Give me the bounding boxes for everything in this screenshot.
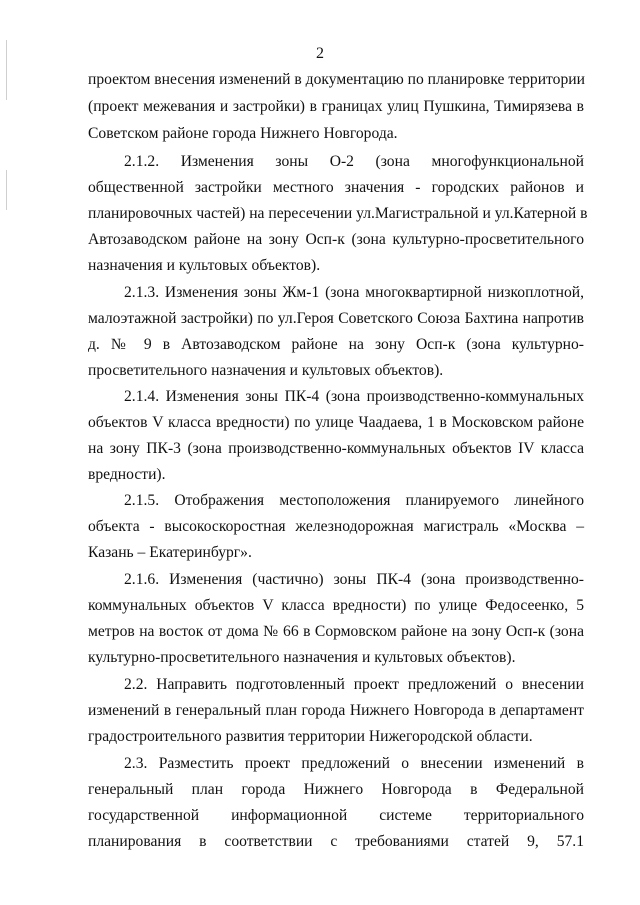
text-line: метров на восток от дома № 66 в Сормовском районе на зону Осп-к (зона	[88, 623, 584, 640]
text-line: изменений в генеральный план города Нижнего Новгорода в департамент	[88, 702, 584, 719]
text-line: генеральный план города Нижнего Новгорода в Федеральной	[88, 781, 584, 798]
text-line: 2.1.6. Изменения (частично) зоны ПК-4 (зона производственно-	[124, 571, 584, 588]
text-line: на зону ПК-3 (зона производственно-коммунальных объектов IV класса	[88, 440, 584, 457]
text-line: государственной информационной системе территориального	[88, 807, 584, 824]
text-line: градостроительного развития территории Нижегородской области.	[88, 728, 533, 745]
text-line: планировочных частей) на пересечении ул.Магистральной и ул.Катерной в	[88, 205, 588, 222]
text-line: Казань – Екатеринбург».	[88, 544, 252, 561]
text-line: малоэтажной застройки) по ул.Героя Советского Союза Бахтина напротив	[88, 310, 584, 327]
text-line: объектов V класса вредности) по улице Чаадаева, 1 в Московском районе	[88, 414, 584, 431]
text-line: общественной застройки местного значения - городских районов и	[88, 179, 584, 196]
text-line: просветительного назначения и культовых объектов).	[88, 362, 444, 379]
text-line: проектом внесения изменений в документацию по планировке территории	[88, 71, 585, 88]
text-line: 2.3. Разместить проект предложений о внесении изменений в	[124, 755, 584, 772]
text-line: 2.2. Направить подготовленный проект предложений о внесении	[124, 676, 584, 693]
text-line: (проект межевания и застройки) в границах улиц Пушкина, Тимирязева в	[88, 98, 584, 115]
text-line: 2.1.4. Изменения зоны ПК-4 (зона производственно-коммунальных	[124, 388, 584, 405]
text-line: 2.1.3. Изменения зоны Жм-1 (зона многоквартирной низкоплотной,	[124, 284, 584, 301]
text-line: Автозаводском районе на зону Осп-к (зона культурно-просветительного	[88, 231, 584, 248]
text-line: д. № 9 в Автозаводском районе на зону Осп-к (зона культурно-	[88, 336, 584, 353]
text-line: объекта - высокоскоростная железнодорожная магистраль «Москва –	[88, 518, 584, 535]
text-line: 2.1.5. Отображения местоположения планируемого линейного	[124, 492, 584, 509]
page-number: 2	[316, 45, 324, 62]
text-line: планирования в соответствии с требованиями статей 9, 57.1	[88, 833, 584, 850]
text-line: культурно-просветительного назначения и культовых объектов).	[88, 649, 516, 666]
scan-edge-mark	[6, 170, 7, 210]
text-line: вредности).	[88, 466, 166, 483]
text-line: Советском районе города Нижнего Новгорода.	[88, 125, 398, 142]
text-line: назначения и культовых объектов).	[88, 257, 321, 274]
text-line: коммунальных объектов V класса вредности) по улице Федосеенко, 5	[88, 597, 584, 614]
text-line: 2.1.2. Изменения зоны О-2 (зона многофункциональной	[124, 153, 584, 170]
